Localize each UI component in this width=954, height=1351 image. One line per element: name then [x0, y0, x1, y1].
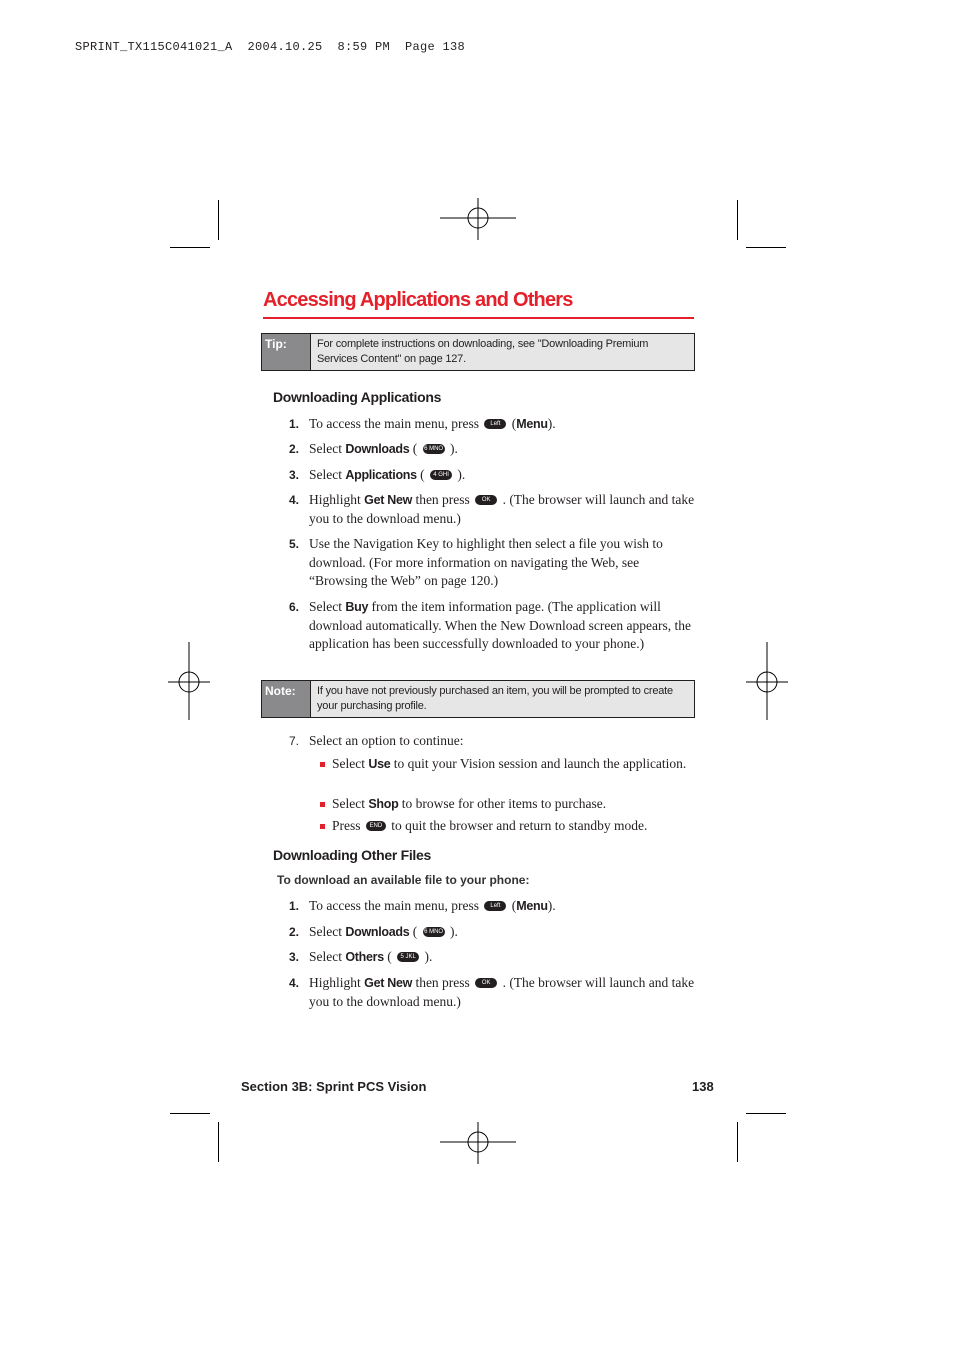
step-number: 2.: [289, 442, 300, 456]
bullet-square-icon: [320, 802, 325, 807]
bullet-text: Press: [332, 818, 361, 833]
step-text: ).: [424, 949, 433, 964]
step-number: 2.: [289, 925, 300, 939]
section-heading-downloading-applications: Downloading Applications: [273, 389, 442, 405]
bullet-text: to quit the browser and return to standby mode.: [387, 818, 648, 833]
page-number: 138: [692, 1079, 714, 1094]
step-number: 4.: [289, 493, 300, 507]
left-softkey-icon: Left: [484, 901, 506, 911]
step-text: ).: [547, 416, 556, 431]
step-text: To access the main menu, press: [309, 416, 480, 431]
procedure-instruction: To download an available file to your phone:: [277, 873, 530, 887]
menu-label: Get New: [364, 493, 413, 507]
step-text: . (The browser will launch and take you to the download menu.): [309, 975, 695, 1009]
menu-label: Get New: [364, 976, 413, 990]
bullet-item: [320, 755, 690, 774]
key-6-icon: 6 MNO: [424, 445, 444, 452]
list-item: [289, 440, 699, 459]
tip-box: [261, 333, 695, 371]
menu-label: Applications: [345, 468, 417, 482]
step-text: Select: [309, 441, 346, 456]
bullet-square-icon: [320, 762, 325, 767]
ok-key-icon: OK: [475, 978, 497, 988]
step-text: ).: [449, 924, 458, 939]
bullet-item: [320, 795, 690, 814]
menu-label: Menu: [516, 899, 548, 913]
list-item: [289, 598, 699, 654]
step-text: . (The browser will launch and take you to the download menu.): [309, 492, 695, 526]
step-text: To access the main menu, press: [309, 898, 480, 913]
option-label: Use: [368, 757, 391, 771]
step-text: Use the Navigation Key to highlight then select a file you wish to download. (For more information on navigating the Web, see “Browsing the Web” on page 120.): [309, 536, 663, 588]
note-box: [261, 680, 695, 718]
left-softkey-icon: Left: [484, 419, 506, 429]
bullet-item: [320, 817, 690, 836]
registration-mark-left: [168, 642, 210, 722]
registration-mark-top: [438, 198, 518, 240]
step-number: 3.: [289, 950, 300, 964]
step-number: 5.: [289, 537, 300, 551]
step-text: Select: [309, 599, 346, 614]
step-text: Select: [309, 924, 346, 939]
step-number: 7.: [289, 734, 300, 748]
ok-key-icon: OK: [475, 495, 497, 505]
list-item: [289, 535, 699, 591]
step-text: from the item information page. (The application will download automatically. When the New Download screen appears, the application has been successfully downloaded to your phone.): [309, 599, 691, 651]
step-text: (: [409, 441, 418, 456]
step-number: 4.: [289, 976, 300, 990]
menu-label: Menu: [516, 417, 548, 431]
bullet-text: to quit your Vision session and launch the application.: [390, 756, 687, 771]
key-4-icon: 4 GHI: [430, 470, 452, 480]
step-text: (: [409, 924, 418, 939]
option-label: Shop: [368, 797, 399, 811]
step-text: (: [508, 416, 517, 431]
list-item: [289, 948, 699, 967]
step-text: Highlight: [309, 492, 365, 507]
step-text: then press: [412, 492, 470, 507]
step-text: ).: [547, 898, 556, 913]
step-text: (: [416, 467, 425, 482]
step-number: 6.: [289, 600, 300, 614]
list-item: [289, 466, 699, 485]
note-text: If you have not previously purchased an item, you will be prompted to create your purchasing profile.: [317, 685, 673, 712]
section-heading-downloading-other-files: Downloading Other Files: [273, 847, 431, 863]
step-text: (: [508, 898, 517, 913]
end-key-icon: END: [366, 821, 386, 831]
bullet-square-icon: [320, 824, 325, 829]
step-text: ).: [457, 467, 466, 482]
step-text: Select: [309, 949, 346, 964]
registration-mark-right: [746, 642, 788, 722]
step-number: 1.: [289, 899, 300, 913]
list-item: [289, 732, 699, 751]
key-5-icon: 5 JKL: [397, 952, 419, 962]
bullet-text: to browse for other items to purchase.: [398, 796, 607, 811]
list-item: [289, 897, 699, 916]
step-number: 1.: [289, 417, 300, 431]
tip-text: For complete instructions on downloading, see "Downloading Premium Services Content" on page 127.: [317, 338, 649, 365]
title-rule: [263, 317, 694, 319]
key-6-icon: 6 MNO: [424, 928, 444, 935]
bullet-text: Select: [332, 796, 369, 811]
page-title: Accessing Applications and Others: [263, 289, 573, 311]
list-item: [289, 491, 699, 528]
footer-section-title: Section 3B: Sprint PCS Vision: [241, 1079, 427, 1094]
registration-mark-bottom: [438, 1122, 518, 1164]
tip-label: Tip:: [262, 334, 311, 370]
menu-label: Downloads: [345, 925, 410, 939]
step-text: Select: [309, 467, 346, 482]
step-text: ).: [449, 441, 458, 456]
menu-label: Others: [345, 950, 384, 964]
step-number: 3.: [289, 468, 300, 482]
step-text: (: [383, 949, 392, 964]
step-text: Select an option to continue:: [309, 733, 464, 748]
menu-label: Buy: [345, 600, 369, 614]
step-text: then press: [412, 975, 470, 990]
list-item: [289, 974, 699, 1011]
list-item: [289, 923, 699, 942]
print-header: SPRINT_TX115C041021_A 2004.10.25 8:59 PM Page 138: [75, 40, 466, 54]
bullet-text: Select: [332, 756, 369, 771]
note-label: Note:: [262, 681, 311, 717]
step-text: Highlight: [309, 975, 365, 990]
menu-label: Downloads: [345, 442, 410, 456]
list-item: [289, 415, 699, 434]
